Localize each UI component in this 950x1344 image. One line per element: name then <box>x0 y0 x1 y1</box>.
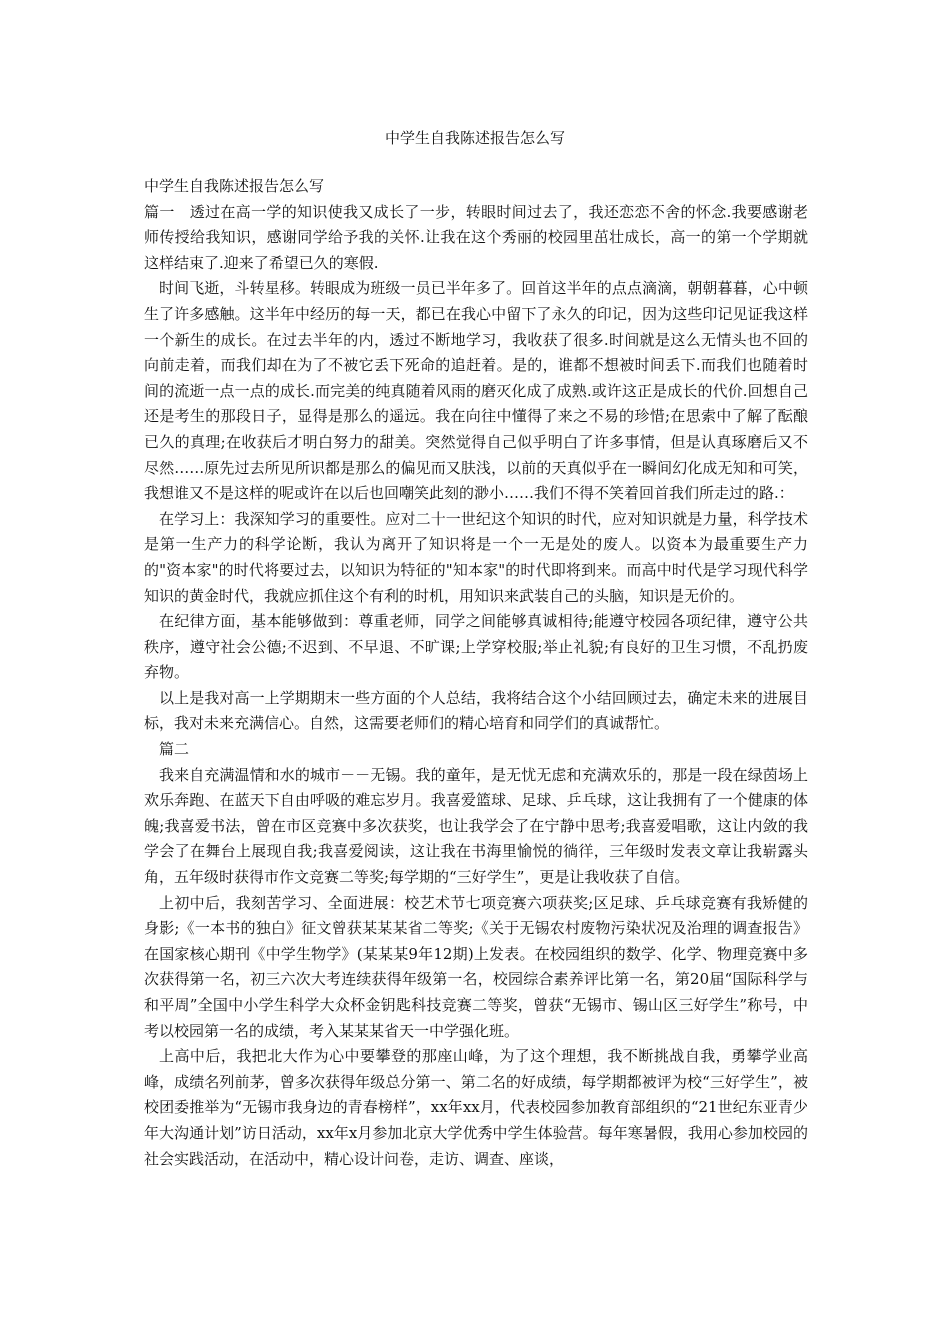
document-title: 中学生自我陈述报告怎么写 <box>384 129 565 147</box>
paragraph: 在纪律方面，基本能够做到：尊重老师，同学之间能够真诚相待;能遵守校园各项纪律，遵守公共秩序，遵守社会公德;不迟到、不早退、不旷课;上学穿校服;举止礼貌;有良好的卫生习惯，不乱扔废弃物。 <box>144 612 808 682</box>
paragraph-text: 透过在高一学的知识使我又成长了一步，转眼时间过去了，我还恋恋不舍的怀念.我要感谢老师传授给我知识，感谢同学给予我的关怀.让我在这个秀丽的校园里茁壮成长，高一的第一个学期就这样结束了.迎来了希望已久的寒假. <box>144 202 808 272</box>
section1-first-paragraph <box>144 200 808 277</box>
paragraph: 上高中后，我把北大作为心中要攀登的那座山峰，为了这个理想，我不断挑战自我，勇攀学业高峰，成绩名列前茅，曾多次获得年级总分第一、第二名的好成绩，每学期都被评为校“三好学生”，被校团委推举为“无锡市我身边的青春榜样”，xx年xx月，代表校园参加教育部组织的“21世纪东亚青少年大沟通计划”访日活动，xx年x月参加北京大学优秀中学生体验营。每年寒暑假，我用心参加校园的社会实践活动，在活动中，精心设计问卷，走访、调查、座谈， <box>144 1047 808 1168</box>
paragraph: 在学习上：我深知学习的重要性。应对二十一世纪这个知识的时代，应对知识就是力量，科学技术是第一生产力的科学论断，我认为离开了知识将是一个一无是处的废人。以资本为最重要生产力的"资本家"的时代将要过去，以知识为特征的"知本家"的时代即将到来。而高中时代是学习现代科学知识的黄金时代，我就应抓住这个有利的时机，用知识来武装自己的头脑，知识是无价的。 <box>144 509 808 605</box>
document-subtitle: 中学生自我陈述报告怎么写 <box>144 177 325 195</box>
section2-label: 篇二 <box>159 740 190 759</box>
document-body <box>144 174 808 1172</box>
paragraph: 我来自充满温情和水的城市－－无锡。我的童年，是无忧无虑和充满欢乐的，那是一段在绿茵场上欢乐奔跑、在蓝天下自由呼吸的难忘岁月。我喜爱篮球、足球、乒乓球，这让我拥有了一个健康的体魄;我喜爱书法，曾在市区竞赛中多次获奖，也让我学会了在宁静中思考;我喜爱唱歌，这让内敛的我学会了在舞台上展现自我;我喜爱阅读，这让我在书海里愉悦的徜徉，三年级时发表文章让我崭露头角，五年级时获得市作文竞赛二等奖;每学期的“三好学生”，更是让我收获了自信。 <box>144 765 808 887</box>
paragraph: 时间飞逝，斗转星移。转眼成为班级一员已半年多了。回首这半年的点点滴滴，朝朝暮暮，心中顿生了许多感触。这半年中经历的每一天，都已在我心中留下了永久的印记，因为这些印记见证我这样一个新生的成长。在过去半年的内，透过不断地学习，我收获了很多.时间就是这么无情头也不回的向前走着，而我们却在为了不被它丢下死命的追赶着。是的，谁都不想被时间丢下.而我们也随着时间的流逝一点一点的成长.而完美的纯真随着风雨的磨灭化成了成熟.或许这正是成长的代价.回想自己还是考生的那段日子，显得是那么的遥远。我在向往中懂得了来之不易的珍惜;在思索中了解了酝酿已久的真理;在收获后才明白努力的甜美。突然觉得自己似乎明白了许多事情，但是认真琢磨后又不尽然……原先过去所见所识都是那么的偏见而又肤浅，以前的天真似乎在一瞬间幻化成无知和可笑，我想谁又不是这样的呢或许在以后也回嘲笑此刻的渺小……我们不得不笑着回首我们所走过的路.： <box>144 279 808 503</box>
section1-label: 篇一 <box>144 202 175 221</box>
paragraph: 上初中后，我刻苦学习、全面进展：校艺术节七项竞赛六项获奖;区足球、乒乓球竞赛有我矫健的身影;《一本书的独白》征文曾获某某某省二等奖;《关于无锡农村废物污染状况及治理的调查报告》在国家核心期刊《中学生物学》(某某某9年12期)上发表。在校园组织的数学、化学、物理竞赛中多次获得第一名，初三六次大考连续获得年级第一名，校园综合素养评比第一名，第20届“国际科学与和平周”全国中小学生科学大众杯金钥匙科技竞赛二等奖，曾获“无锡市、锡山区三好学生”称号，中考以校园第一名的成绩，考入某某某省天一中学强化班。 <box>144 893 808 1040</box>
paragraph: 以上是我对高一上学期期末一些方面的个人总结，我将结合这个小结回顾过去，确定未来的进展目标，我对未来充满信心。自然，这需要老师们的精心培育和同学们的真诚帮忙。 <box>144 688 808 733</box>
